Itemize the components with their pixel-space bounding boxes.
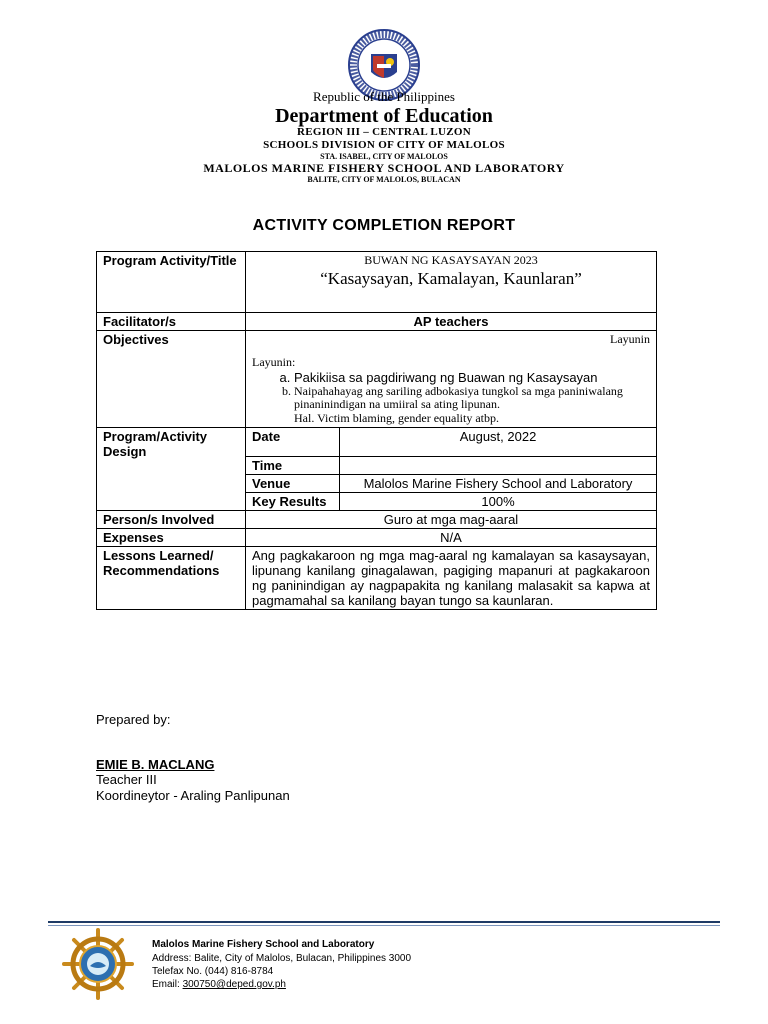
report-table — [96, 251, 657, 610]
footer-email-link[interactable]: 300750@deped.gov.ph — [182, 979, 286, 990]
objective-example: Hal. Victim blaming, gender equality atbp. — [294, 411, 500, 425]
facilitator-value: AP teachers — [246, 313, 657, 331]
republic-text: Republic of the Philippines — [313, 89, 455, 104]
expenses-label: Expenses — [97, 529, 246, 547]
objectives-value — [246, 331, 657, 428]
design-label: Program/Activity Design — [97, 428, 246, 511]
table-row — [97, 313, 657, 331]
footer-email-label: Email: — [152, 979, 183, 990]
date-value: August, 2022 — [340, 428, 657, 457]
table-row — [97, 547, 657, 610]
program-value — [246, 252, 657, 313]
preparer-position: Teacher III — [96, 772, 157, 787]
lessons-label: Lessons Learned/ Recommendations — [97, 547, 246, 610]
school-address: BALITE, CITY OF MALOLOS, BULACAN — [307, 175, 461, 184]
time-value — [340, 457, 657, 475]
report-title: ACTIVITY COMPLETION REPORT — [252, 217, 516, 234]
objective-b: b. Naipahahayag ang sariling adbokasiya tungkol sa mga paniniwalang pinaninindigan na umiiral sa ating lipunan. — [294, 385, 650, 411]
key-results-value: 100% — [340, 493, 657, 511]
footer-divider-thin — [48, 925, 720, 926]
persons-label: Person/s Involved — [97, 511, 246, 529]
venue-value: Malolos Marine Fishery School and Laboratory — [340, 475, 657, 493]
preparer-coordinator-role: Koordineytor - Araling Panlipunan — [96, 788, 290, 803]
table-row — [97, 331, 657, 428]
program-line1: BUWAN NG KASAYSAYAN 2023 — [364, 253, 538, 267]
objectives-label: Objectives — [97, 331, 246, 428]
objectives-intro: Layunin: — [252, 355, 296, 369]
footer-school-name: Malolos Marine Fishery School and Laboratory — [152, 939, 375, 950]
objective-a: a. Pakikiisa sa pagdiriwang ng Buawan ng Kasaysayan — [294, 370, 650, 385]
objectives-header: Layunin — [610, 332, 651, 346]
department-title: Department of Education — [275, 105, 493, 127]
venue-label: Venue — [246, 475, 340, 493]
preparer-name: EMIE B. MACLANG — [96, 757, 215, 772]
school-name: MALOLOS MARINE FISHERY SCHOOL AND LABORATORY — [203, 161, 565, 175]
expenses-value: N/A — [246, 529, 657, 547]
date-label: Date — [246, 428, 340, 457]
time-label: Time — [246, 457, 340, 475]
sta-isabel-text: STA. ISABEL, CITY OF MALOLOS — [320, 152, 448, 161]
lessons-value: Ang pagkakaroon ng mga mag-aaral ng kamalayan sa kasaysayan, lipunang kanilang ginagalawan, pagiging mapanuri at pagkakaroon ng paninindigan ay nagpapakita ng kanilang malasakit sa kapwa at pagmamahal sa kanilang bayan tungo sa kaunlaran. — [246, 547, 657, 610]
table-row — [97, 252, 657, 313]
region-text: REGION III – CENTRAL LUZON — [296, 126, 472, 138]
ship-wheel-logo — [62, 928, 134, 1000]
table-row — [97, 428, 657, 457]
prepared-by-label: Prepared by: — [96, 712, 171, 727]
facilitator-label: Facilitator/s — [97, 313, 246, 331]
table-row — [97, 511, 657, 529]
program-line2: “Kasaysayan, Kamalayan, Kaunlaran” — [320, 269, 582, 288]
key-results-label: Key Results — [246, 493, 340, 511]
footer-telefax: Telefax No. (044) 816-8784 — [152, 966, 274, 977]
persons-value: Guro at mga mag-aaral — [246, 511, 657, 529]
program-label: Program Activity/Title — [97, 252, 246, 313]
objectives-list — [252, 370, 650, 411]
table-row — [97, 529, 657, 547]
footer-email-line — [152, 979, 286, 990]
footer-divider — [48, 921, 720, 923]
footer-address: Address: Balite, City of Malolos, Bulacan, Philippines 3000 — [152, 953, 412, 964]
division-text: SCHOOLS DIVISION OF CITY OF MALOLOS — [263, 139, 505, 151]
